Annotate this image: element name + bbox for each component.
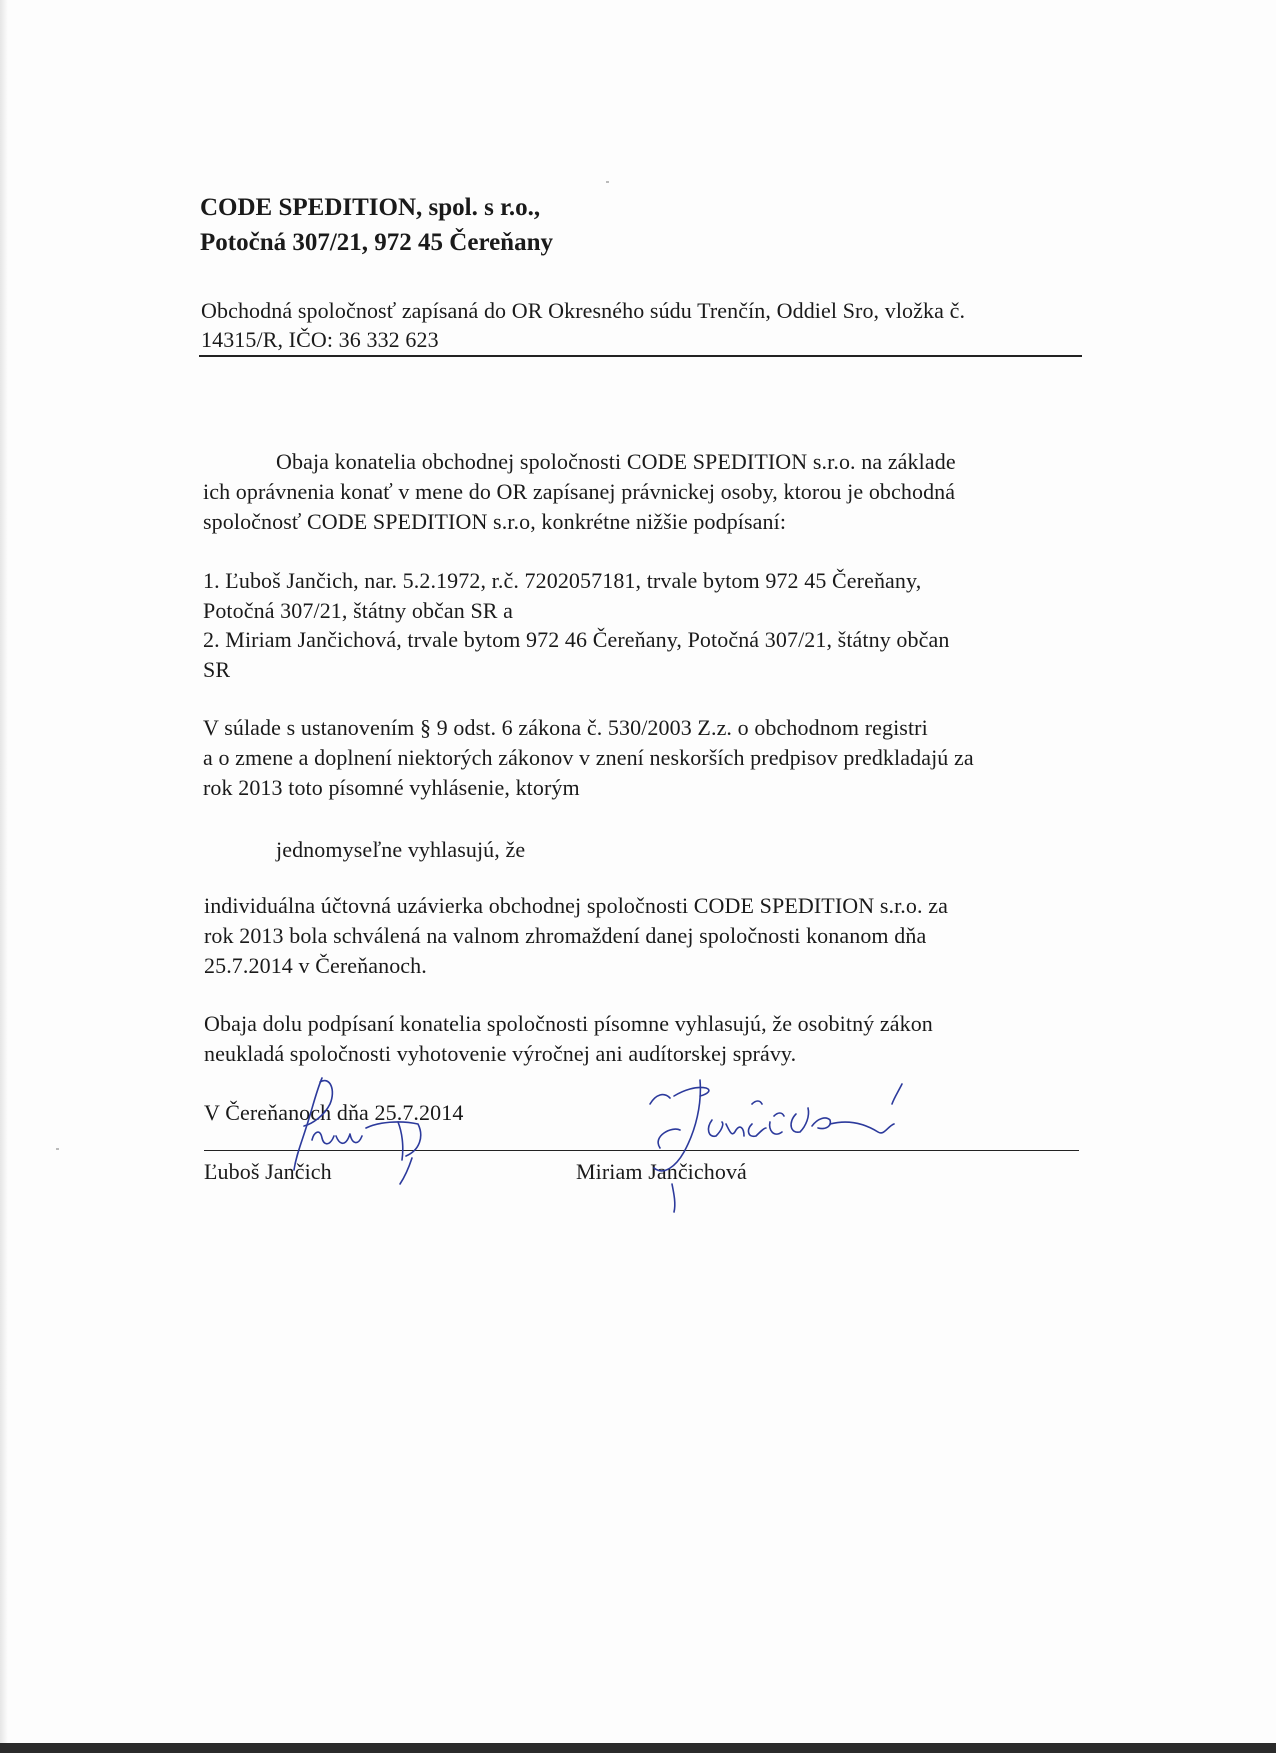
scan-speck (56, 1148, 59, 1150)
signature-line (204, 1150, 1079, 1151)
signature-miriam (650, 1080, 902, 1212)
signer-2-name: Miriam Jančichová (576, 1159, 747, 1184)
statement-line-2: rok 2013 bola schválená na valnom zhromaždení danej spoločnosti konanom dňa (204, 923, 927, 948)
scan-left-shadow (0, 0, 8, 1753)
statement-line-1: individuálna účtovná uzávierka obchodnej spoločnosti CODE SPEDITION s.r.o. za (204, 893, 948, 918)
person-2-line-1: 2. Miriam Jančichová, trvale bytom 972 46 Čereňany, Potočná 307/21, štátny občan (203, 627, 950, 652)
company-address-heading: Potočná 307/21, 972 45 Čereňany (200, 229, 553, 256)
scan-bottom-edge (0, 1743, 1276, 1753)
place-date: V Čereňanoch dňa 25.7.2014 (204, 1100, 464, 1125)
scan-speck (606, 181, 609, 183)
company-name-heading: CODE SPEDITION, spol. s r.o., (200, 194, 541, 221)
header-divider (199, 355, 1082, 357)
law-line-1: V súlade s ustanovením § 9 odst. 6 zákona č. 530/2003 Z.z. o obchodnom registri (203, 715, 928, 740)
statement-line-3: 25.7.2014 v Čereňanoch. (204, 953, 427, 978)
intro-line-3: spoločnosť CODE SPEDITION s.r.o, konkrétne nižšie podpísaní: (203, 509, 787, 534)
person-2-line-2: SR (203, 657, 231, 682)
closing-line-1: Obaja dolu podpísaní konatelia spoločnosti písomne vyhlasujú, že osobitný zákon (204, 1011, 933, 1036)
declaration-line: jednomyseľne vyhlasujú, že (276, 837, 526, 862)
person-1-line-2: Potočná 307/21, štátny občan SR a (203, 598, 514, 623)
registry-line-2: 14315/R, IČO: 36 332 623 (201, 327, 439, 352)
registry-line-1: Obchodná spoločnosť zapísaná do OR Okresného súdu Trenčín, Oddiel Sro, vložka č. (201, 298, 966, 323)
signer-1-name: Ľuboš Jančich (204, 1159, 332, 1184)
law-line-2: a o zmene a doplnení niektorých zákonov v znení neskorších predpisov predkladajú za (203, 745, 974, 770)
person-1-line-1: 1. Ľuboš Jančich, nar. 5.2.1972, r.č. 7202057181, trvale bytom 972 45 Čereňany, (203, 568, 922, 593)
closing-line-2: neukladá spoločnosti vyhotovenie výročnej ani audítorskej správy. (204, 1041, 797, 1066)
law-line-3: rok 2013 toto písomné vyhlásenie, ktorým (203, 775, 580, 800)
intro-line-1: Obaja konatelia obchodnej spoločnosti CODE SPEDITION s.r.o. na základe (276, 449, 956, 474)
intro-line-2: ich oprávnenia konať v mene do OR zapísanej právnickej osoby, ktorou je obchodná (203, 479, 956, 504)
